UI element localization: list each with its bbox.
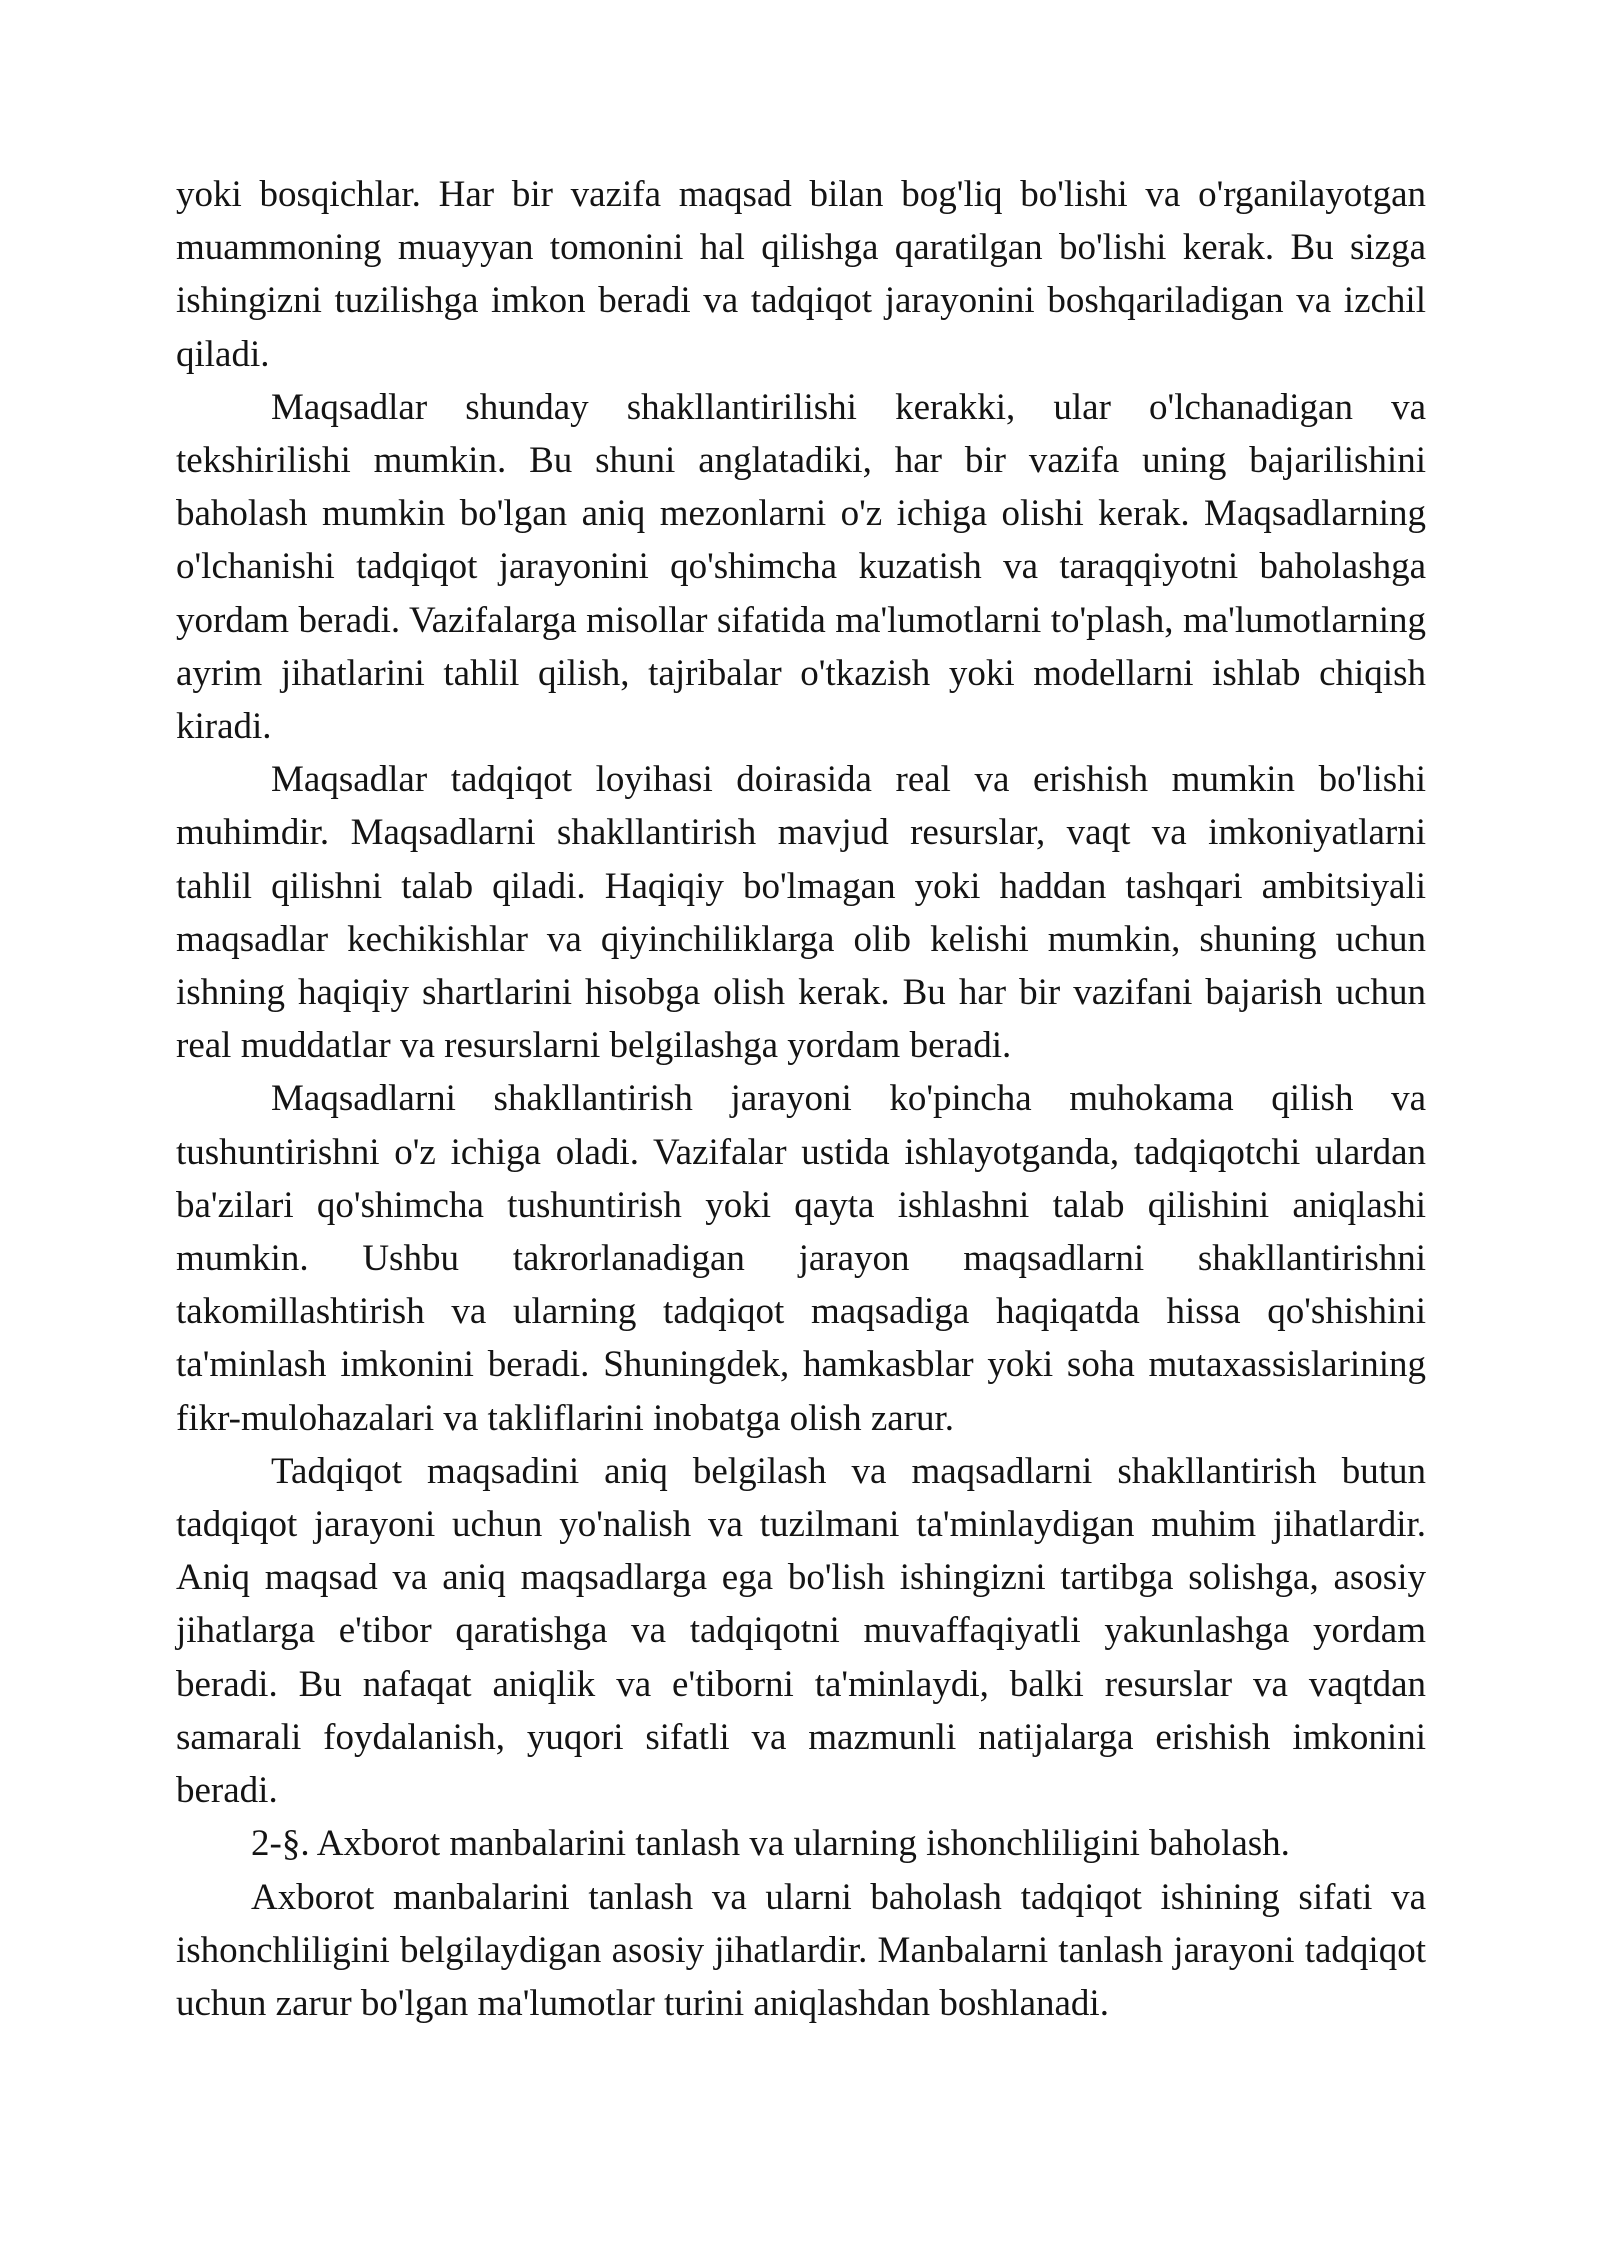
paragraph-sources: Axborot manbalarini tanlash va ularni baholash tadqiqot ishining sifati va ishonchliligini belgilaydigan asosiy jihatlardir. Manbalarni tanlash jarayoni tadqiqot uchun zarur bo'lgan ma'lumotlar turini aniqlashdan boshlanadi. [176,1876,1426,2024]
paragraph-realistic-goals: Maqsadlar tadqiqot loyihasi doirasida real va erishish mumkin bo'lishi muhimdir. Maqsadlarni shakllantirish mavjud resurslar, vaqt va imkoniyatlarni tahlil qilishni talab qiladi. Haqiqiy bo'lmagan yoki haddan tashqari ambitsiyali maqsadlar kechikishlar va qiyinchiliklarga olib kelishi mumkin, shuning uchun ishning haqiqiy shartlarini hisobga olish kerak. Bu har bir vazifani bajarish uchun real muddatlar va resurslarni belgilashga yordam beradi. [176,759,1426,1067]
paragraph-discussion: Maqsadlarni shakllantirish jarayoni ko'pincha muhokama qilish va tushuntirishni o'z ichiga oladi. Vazifalar ustida ishlayotganda, tadqiqotchi ulardan ba'zilari qo'shimcha tushuntirish yoki qayta ishlashni talab qilishini aniqlashi mumkin. Ushbu takrorlanadigan jarayon maqsadlarni shakllantirishni takomillashtirish va ularning tadqiqot maqsadiga haqiqatda hissa qo'shishini ta'minlash imkonini beradi. Shuningdek, hamkasblar yoki soha mutaxassislarining fikr-mulohazalari va takliflarini inobatga olish zarur. [176,1078,1426,1439]
paragraph-measurable-goals: Maqsadlar shunday shakllantirilishi kerakki, ular o'lchanadigan va tekshirilishi mumkin. Bu shuni anglatadiki, har bir vazifa uning bajarilishini baholash mumkin bo'lgan aniq mezonlarni o'z ichiga olishi kerak. Maqsadlarning o'lchanishi tadqiqot jarayonini qo'shimcha kuzatish va taraqqiyotni baholashga yordam beradi. Vazifalarga misollar sifatida ma'lumotlarni to'plash, ma'lumotlarning ayrim jihatlarini tahlil qilish, tajribalar o'tkazish yoki modellarni ishlab chiqish kiradi. [176,386,1426,748]
paragraph-conclusion: Tadqiqot maqsadini aniq belgilash va maqsadlarni shakllantirish butun tadqiqot jarayoni uchun yo'nalish va tuzilmani ta'minlaydigan muhim jihatlardir. Aniq maqsad va aniq maqsadlarga ega bo'lish ishingizni tartibga solishga, asosiy jihatlarga e'tibor qaratishga va tadqiqotni muvaffaqiyatli yakunlashga yordam beradi. Bu nafaqat aniqlik va e'tiborni ta'minlaydi, balki resurslar va vaqtdan samarali foydalanish, yuqori sifatli va mazmunli natijalarga erishish imkonini beradi. [176,1450,1426,1812]
document-page [176,168,1426,2030]
section-heading: 2-§. Axborot manbalarini tanlash va ularning ishonchliligini baholash. [251,1823,1290,1865]
paragraph-continuation: yoki bosqichlar. Har bir vazifa maqsad bilan bog'liq bo'lishi va o'rganilayotgan muammoning muayyan tomonini hal qilishga qaratilgan bo'lishi kerak. Bu sizga ishingizni tuzilishga imkon beradi va tadqiqot jarayonini boshqariladigan va izchil qiladi. [176,174,1426,375]
